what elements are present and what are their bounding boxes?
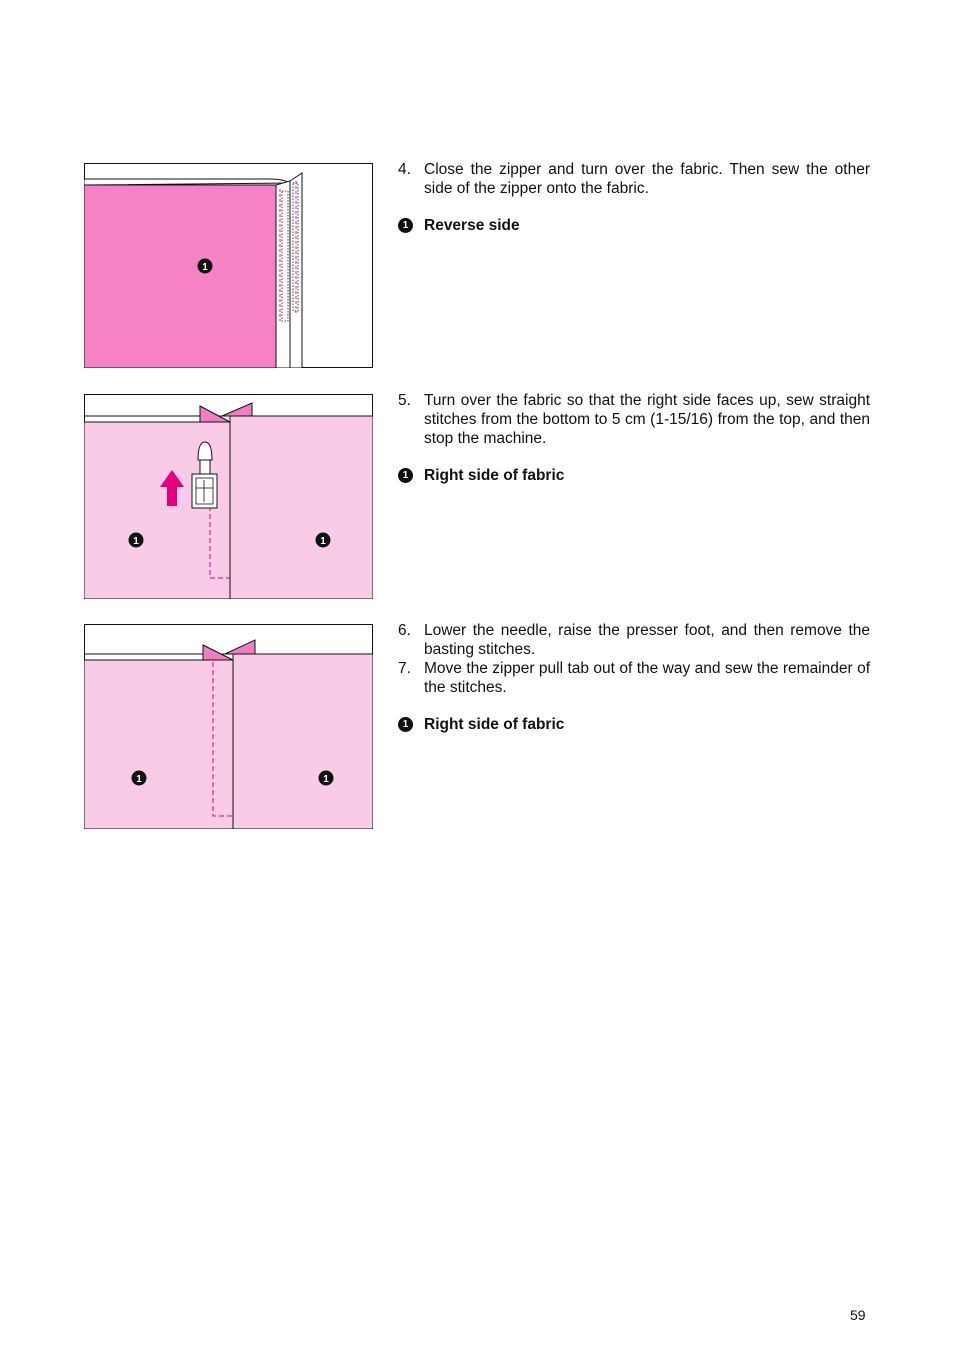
callout-marker: 1	[398, 218, 413, 233]
callout-reverse-side: 1 Reverse side	[398, 216, 870, 235]
marker-left-panel	[132, 771, 147, 786]
svg-text:1: 1	[136, 774, 142, 785]
page-number: 59	[850, 1307, 866, 1323]
svg-text:1: 1	[202, 262, 208, 273]
step-5: 5. Turn over the fabric so that the right side faces up, sew straight stitches from the bottom to 5 cm (1-15/16) from the top, and then stop the machine.	[398, 392, 870, 447]
callout-marker: 1	[398, 468, 413, 483]
instruction-block-6-7	[398, 621, 870, 734]
instruction-block-4	[398, 160, 870, 235]
marker-right-panel	[319, 771, 334, 786]
figure-right-side-sewing	[84, 394, 373, 599]
marker-reverse-side	[198, 259, 213, 274]
callout-right-side: 1 Right side of fabric	[398, 715, 870, 734]
step-4: 4. Close the zipper and turn over the fabric. Then sew the other side of the zipper onto the fabric.	[398, 161, 870, 197]
marker-right-panel	[316, 533, 331, 548]
callout-marker: 1	[398, 717, 413, 732]
callout-right-side: 1 Right side of fabric	[398, 466, 870, 485]
instruction-block-5	[398, 391, 870, 485]
step-6: 6. Lower the needle, raise the presser foot, and then remove the basting stitches.	[398, 622, 870, 658]
svg-text:1: 1	[320, 536, 326, 547]
figure-reverse-side	[84, 163, 373, 368]
marker-left-panel	[129, 533, 144, 548]
svg-text:1: 1	[133, 536, 139, 547]
step-7: 7. Move the zipper pull tab out of the way and sew the remainder of the stitches.	[398, 660, 870, 696]
svg-text:1: 1	[323, 774, 329, 785]
figure-finished-stitches	[84, 624, 373, 829]
